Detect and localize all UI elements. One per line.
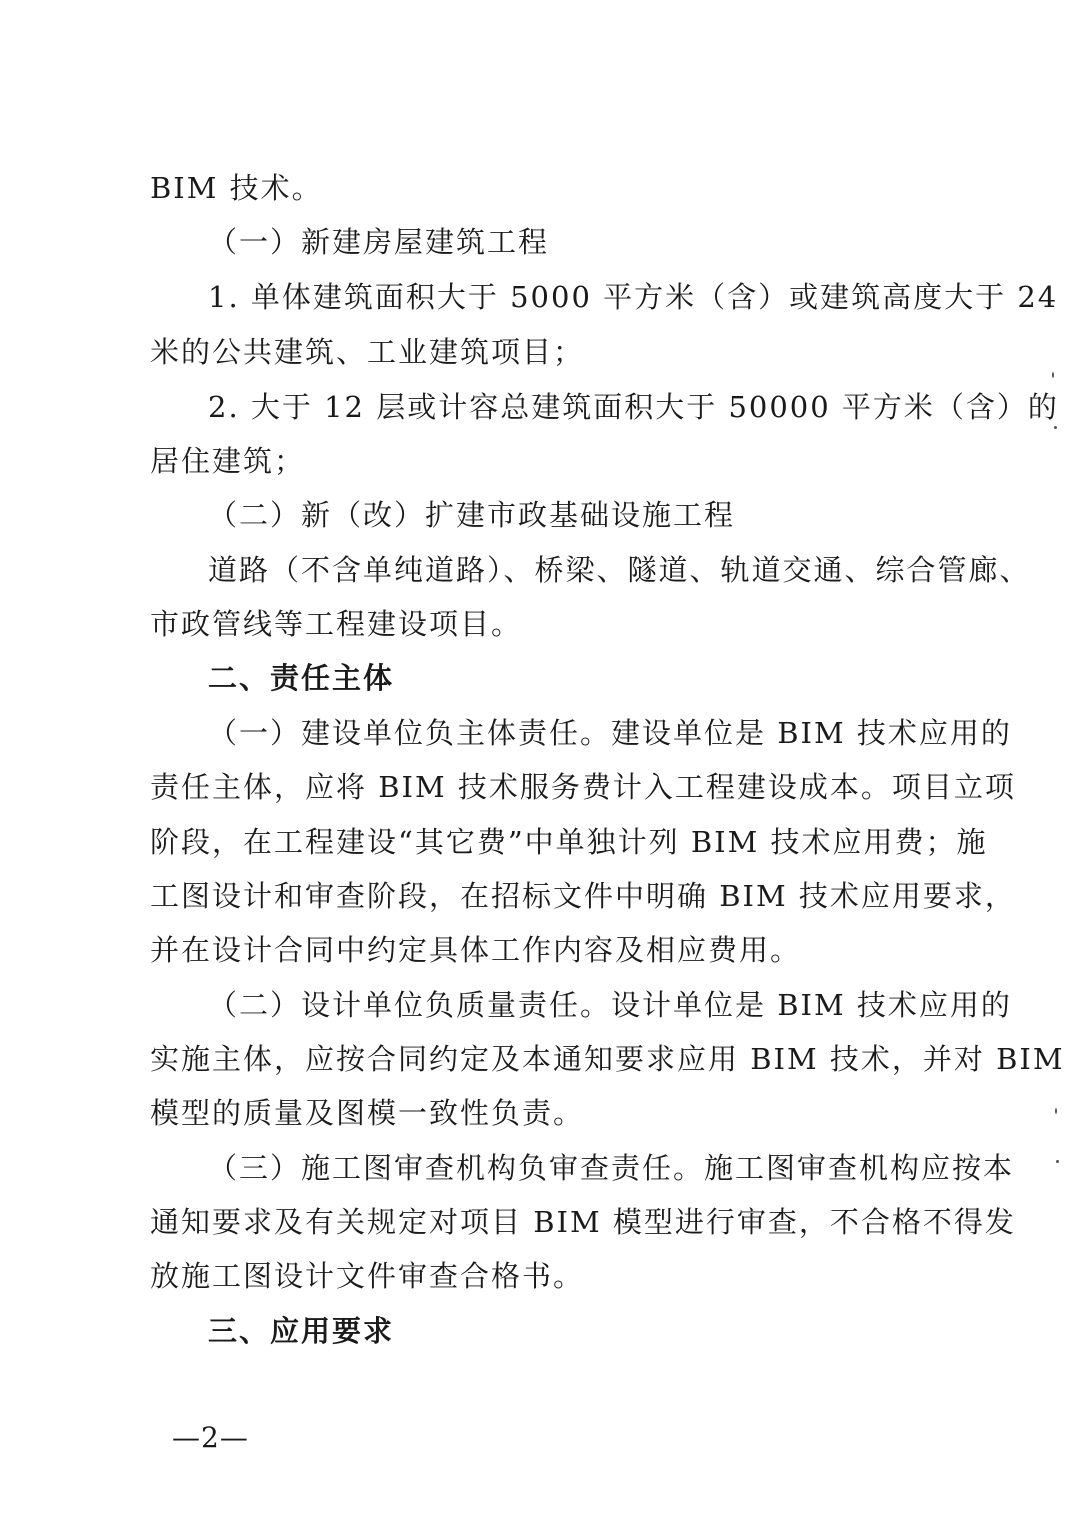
text-line: 并在设计合同中约定具体工作内容及相应费用。 <box>150 933 802 967</box>
text-line: 实施主体，应按合同约定及本通知要求应用 BIM 技术，并对 BIM <box>150 1042 1065 1076</box>
text-line: （一）建设单位负主体责任。建设单位是 BIM 技术应用的 <box>208 716 1012 750</box>
chapter-heading: 二、责任主体 <box>208 661 395 695</box>
text-line: 通知要求及有关规定对项目 BIM 模型进行审查，不合格不得发 <box>150 1205 1016 1239</box>
text-line: 放施工图设计文件审查合格书。 <box>150 1259 585 1293</box>
section-heading: （一）新建房屋建筑工程 <box>208 225 550 259</box>
scan-speck <box>1055 1108 1057 1114</box>
text-line: 阶段，在工程建设“其它费”中单独计列 BIM 技术应用费；施 <box>150 825 988 859</box>
scan-speck <box>1056 1160 1059 1163</box>
text-line: 工图设计和审查阶段，在招标文件中明确 BIM 技术应用要求， <box>150 879 1016 913</box>
text-line: （三）施工图审查机构负审查责任。施工图审查机构应按本 <box>208 1151 1015 1185</box>
section-heading: （二）新（改）扩建市政基础设施工程 <box>208 498 736 532</box>
text-line: 道路（不含单纯道路）、桥梁、隧道、轨道交通、综合管廊、 <box>208 553 1031 587</box>
text-line: 责任主体，应将 BIM 技术服务费计入工程建设成本。项目立项 <box>150 770 1016 804</box>
text-line: 居住建筑； <box>150 444 306 478</box>
scan-speck <box>1052 372 1054 378</box>
text-line: 米的公共建筑、工业建筑项目； <box>150 335 585 369</box>
chapter-heading: 三、应用要求 <box>208 1314 395 1348</box>
scan-speck <box>1054 426 1057 429</box>
text-line: 市政管线等工程建设项目。 <box>150 607 523 641</box>
text-line: 1. 单体建筑面积大于 5000 平方米（含）或建筑高度大于 24 <box>208 280 1059 314</box>
text-line: （二）设计单位负质量责任。设计单位是 BIM 技术应用的 <box>208 988 1012 1022</box>
text-line: BIM 技术。 <box>150 171 323 205</box>
text-line: 模型的质量及图模一致性负责。 <box>150 1096 585 1130</box>
text-line: 2. 大于 12 层或计容总建筑面积大于 50000 平方米（含）的 <box>208 390 1059 424</box>
page-number: —2— <box>172 1421 249 1454</box>
